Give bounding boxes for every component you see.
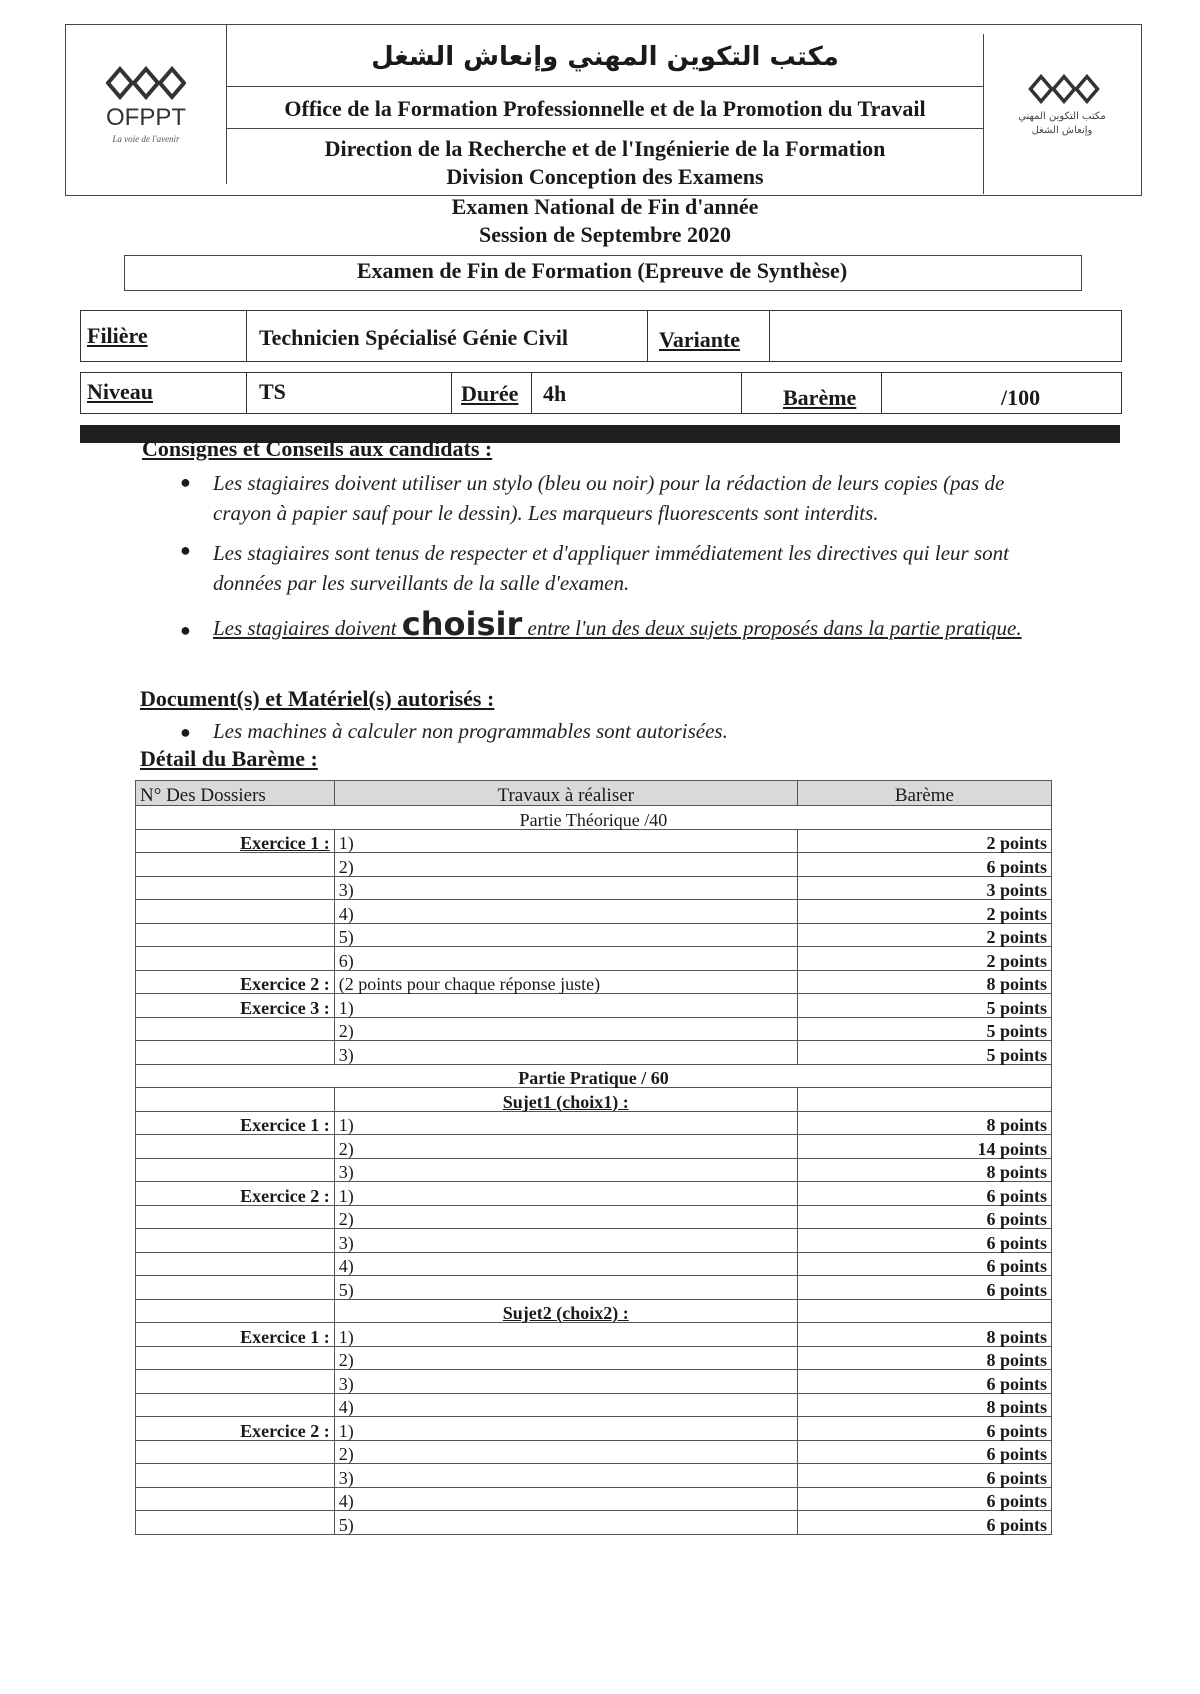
table-row	[136, 1276, 1052, 1300]
question-num: 2)	[334, 1017, 797, 1041]
table-row	[136, 1229, 1052, 1253]
points-value: 2 points	[797, 829, 1051, 853]
info-row-filiere	[80, 310, 1122, 362]
question-num: 1)	[334, 1417, 797, 1441]
consigne-3-emphasis: choisir	[401, 605, 523, 643]
niveau-value: TS	[259, 379, 286, 404]
consigne-1: Les stagiaires doivent utiliser un stylo (bleu ou noir) pour la rédaction de leurs copies (pas de crayon à papier sauf pour le dessin). Les marqueurs fluorescents sont interdits.	[213, 471, 1005, 525]
question-num: 1)	[334, 1111, 797, 1135]
exercise-label: Exercice 1 :	[136, 1111, 335, 1135]
empty-cell	[136, 1088, 335, 1112]
bareme-table	[135, 780, 1052, 1535]
info-cell-divider	[881, 373, 882, 413]
question-num: 6)	[334, 947, 797, 971]
col-dossiers: N° Des Dossiers	[136, 781, 335, 806]
points-value: 6 points	[797, 1440, 1051, 1464]
table-row	[136, 1370, 1052, 1394]
question-num: 4)	[334, 1252, 797, 1276]
consigne-3	[213, 606, 1063, 646]
points-value: 6 points	[797, 1370, 1051, 1394]
table-row	[136, 1393, 1052, 1417]
bullet-icon: ●	[180, 540, 191, 560]
question-num: 1)	[334, 1323, 797, 1347]
ofppt-logo-mark-right	[1028, 74, 1100, 104]
question-num: 3)	[334, 1370, 797, 1394]
empty-cell	[136, 853, 335, 877]
question-num: 3)	[334, 1041, 797, 1065]
logo-left-box	[66, 24, 227, 184]
section-row	[136, 806, 1052, 830]
points-value: 6 points	[797, 1417, 1051, 1441]
section-row	[136, 1088, 1052, 1112]
table-row	[136, 1205, 1052, 1229]
office-title: Office de la Formation Professionnelle et de la Promotion du Travail	[284, 96, 926, 121]
bullet-icon: ●	[180, 620, 191, 640]
documents-title: Document(s) et Matériel(s) autorisés :	[140, 686, 495, 711]
empty-cell	[136, 1487, 335, 1511]
question-num: (2 points pour chaque réponse juste)	[334, 970, 797, 994]
exercise-label: Exercice 2 :	[136, 1182, 335, 1206]
table-row	[136, 1511, 1052, 1535]
points-value: 3 points	[797, 876, 1051, 900]
ofppt-logo-arabic-tagline: مكتب التكوين المهني وإنعاش الشغل	[1018, 111, 1106, 136]
empty-cell	[136, 1017, 335, 1041]
table-row	[136, 1464, 1052, 1488]
documents-item-1: Les machines à calculer non programmables sont autorisées.	[213, 719, 728, 743]
niveau-label: Niveau	[87, 379, 153, 404]
table-row	[136, 994, 1052, 1018]
exercise-label: Exercice 1 :	[136, 829, 335, 853]
table-row	[136, 876, 1052, 900]
points-value: 8 points	[797, 970, 1051, 994]
empty-cell	[136, 1041, 335, 1065]
points-value: 2 points	[797, 947, 1051, 971]
bareme-title: Détail du Barème :	[140, 746, 318, 771]
partie-theorique: Partie Théorique /40	[136, 806, 1052, 830]
section-row	[136, 1064, 1052, 1088]
empty-cell	[136, 1393, 335, 1417]
table-row	[136, 900, 1052, 924]
question-num: 5)	[334, 1511, 797, 1535]
bullet-icon: ●	[180, 722, 191, 742]
empty-cell	[136, 923, 335, 947]
empty-cell	[136, 947, 335, 971]
question-num: 3)	[334, 1229, 797, 1253]
direction-title: Direction de la Recherche et de l'Ingénierie de la Formation	[324, 136, 886, 161]
question-num: 2)	[334, 1135, 797, 1159]
table-row	[136, 1041, 1052, 1065]
points-value: 6 points	[797, 1205, 1051, 1229]
consigne-2: Les stagiaires sont tenus de respecter et d'appliquer immédiatement les directives qui leur sont données par les surveillants de la salle d'examen.	[213, 541, 1009, 595]
info-cell-divider	[246, 373, 247, 413]
empty-cell	[136, 1229, 335, 1253]
points-value: 6 points	[797, 853, 1051, 877]
header-divider-1	[227, 86, 983, 87]
empty-cell	[136, 1205, 335, 1229]
question-num: 4)	[334, 1487, 797, 1511]
partie-pratique: Partie Pratique / 60	[136, 1064, 1052, 1088]
question-num: 5)	[334, 1276, 797, 1300]
question-num: 5)	[334, 923, 797, 947]
info-cell-divider	[531, 373, 532, 413]
points-value: 8 points	[797, 1346, 1051, 1370]
points-value: 6 points	[797, 1487, 1051, 1511]
table-row	[136, 829, 1052, 853]
table-row	[136, 1346, 1052, 1370]
table-row	[136, 1135, 1052, 1159]
table-row	[136, 1182, 1052, 1206]
info-row-niveau	[80, 372, 1122, 414]
points-value: 8 points	[797, 1158, 1051, 1182]
sujet2-title: Sujet2 (choix2) :	[334, 1299, 797, 1323]
empty-cell	[797, 1299, 1051, 1323]
table-row	[136, 1323, 1052, 1347]
question-num: 1)	[334, 994, 797, 1018]
bareme-label: Barème	[783, 385, 857, 410]
info-cell-divider	[246, 311, 247, 361]
points-value: 8 points	[797, 1393, 1051, 1417]
table-header-row	[136, 781, 1052, 806]
col-travaux: Travaux à réaliser	[334, 781, 797, 806]
points-value: 6 points	[797, 1229, 1051, 1253]
info-cell-divider	[647, 311, 648, 361]
points-value: 8 points	[797, 1111, 1051, 1135]
logo-right-box	[983, 34, 1142, 194]
arabic-title: مكتب التكوين المهني وإنعاش الشغل	[371, 42, 839, 72]
question-num: 2)	[334, 853, 797, 877]
exam-session: Session de Septembre 2020	[479, 222, 731, 247]
points-value: 6 points	[797, 1276, 1051, 1300]
variante-label: Variante	[659, 327, 741, 352]
question-num: 4)	[334, 900, 797, 924]
empty-cell	[136, 900, 335, 924]
empty-cell	[797, 1088, 1051, 1112]
empty-cell	[136, 1252, 335, 1276]
empty-cell	[136, 1370, 335, 1394]
points-value: 6 points	[797, 1252, 1051, 1276]
info-cell-divider	[741, 373, 742, 413]
question-num: 4)	[334, 1393, 797, 1417]
empty-cell	[136, 1464, 335, 1488]
sujet1-title: Sujet1 (choix1) :	[334, 1088, 797, 1112]
points-value: 14 points	[797, 1135, 1051, 1159]
empty-cell	[136, 1276, 335, 1300]
consigne-3-post: entre l'un des deux sujets proposés dans la partie pratique.	[527, 616, 1022, 640]
ofppt-logo-mark	[106, 66, 186, 100]
exercise-label: Exercice 1 :	[136, 1323, 335, 1347]
ofppt-logo-name: OFPPT	[105, 104, 186, 131]
question-num: 3)	[334, 876, 797, 900]
exam-type: Examen de Fin de Formation (Epreuve de Synthèse)	[356, 258, 848, 283]
empty-cell	[136, 1511, 335, 1535]
exam-national: Examen National de Fin d'année	[451, 194, 759, 219]
ofppt-logo-tagline: La voie de l'avenir	[112, 134, 180, 144]
duree-label: Durée	[461, 381, 519, 406]
empty-cell	[136, 1158, 335, 1182]
section-row	[136, 1299, 1052, 1323]
points-value: 6 points	[797, 1511, 1051, 1535]
col-bareme: Barème	[797, 781, 1051, 806]
table-row	[136, 853, 1052, 877]
table-row	[136, 923, 1052, 947]
exercise-label: Exercice 2 :	[136, 970, 335, 994]
points-value: 6 points	[797, 1182, 1051, 1206]
header-divider-2	[227, 128, 983, 129]
empty-cell	[136, 876, 335, 900]
question-num: 1)	[334, 829, 797, 853]
table-row	[136, 1487, 1052, 1511]
question-num: 2)	[334, 1205, 797, 1229]
points-value: 5 points	[797, 994, 1051, 1018]
empty-cell	[136, 1440, 335, 1464]
points-value: 6 points	[797, 1464, 1051, 1488]
table-row	[136, 947, 1052, 971]
empty-cell	[136, 1346, 335, 1370]
info-cell-divider	[451, 373, 452, 413]
division-title: Division Conception des Examens	[446, 164, 764, 189]
points-value: 5 points	[797, 1017, 1051, 1041]
points-value: 8 points	[797, 1323, 1051, 1347]
table-row	[136, 1017, 1052, 1041]
filiere-label: Filière	[87, 323, 148, 348]
points-value: 2 points	[797, 923, 1051, 947]
filiere-value: Technicien Spécialisé Génie Civil	[259, 325, 569, 350]
consigne-3-pre: Les stagiaires doivent	[213, 616, 397, 640]
bullet-icon: ●	[180, 472, 191, 492]
question-num: 3)	[334, 1158, 797, 1182]
table-row	[136, 1252, 1052, 1276]
empty-cell	[136, 1135, 335, 1159]
table-row	[136, 970, 1052, 994]
points-value: 2 points	[797, 900, 1051, 924]
table-row	[136, 1417, 1052, 1441]
bareme-value: /100	[1001, 385, 1041, 410]
consignes-title: Consignes et Conseils aux candidats :	[142, 436, 493, 461]
table-row	[136, 1440, 1052, 1464]
points-value: 5 points	[797, 1041, 1051, 1065]
exercise-label: Exercice 3 :	[136, 994, 335, 1018]
empty-cell	[136, 1299, 335, 1323]
table-row	[136, 1111, 1052, 1135]
question-num: 1)	[334, 1182, 797, 1206]
info-cell-divider	[769, 311, 770, 361]
question-num: 2)	[334, 1346, 797, 1370]
table-row	[136, 1158, 1052, 1182]
question-num: 2)	[334, 1440, 797, 1464]
question-num: 3)	[334, 1464, 797, 1488]
duree-value: 4h	[543, 381, 567, 406]
exercise-label: Exercice 2 :	[136, 1417, 335, 1441]
